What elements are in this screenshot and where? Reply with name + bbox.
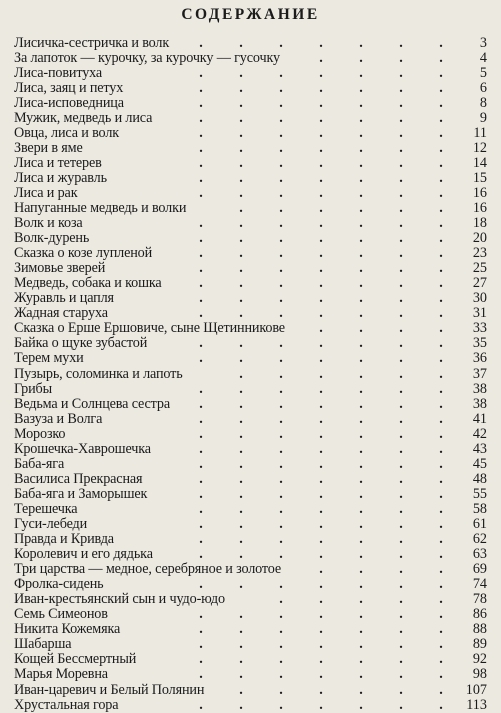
toc-entry-title: Правда и Кривда [14, 531, 114, 548]
toc-leader-dots: ....... [199, 666, 443, 683]
toc-entry-page-number: 74 [472, 576, 487, 593]
toc-leader-dots: ....... [199, 410, 443, 427]
toc-entry [14, 141, 487, 156]
toc-entry [14, 111, 487, 126]
toc-leader-dots: ....... [199, 275, 443, 292]
toc-leader-dots: ....... [199, 531, 443, 548]
toc-entry-page-number: 78 [472, 591, 487, 608]
toc-entry-page-number: 3 [479, 34, 487, 51]
toc-leader-dots: ....... [199, 305, 443, 322]
toc-entry [14, 517, 487, 532]
toc-leader-dots: ....... [199, 124, 443, 141]
toc-entry-title: Фролка-сидень [14, 576, 104, 593]
toc-entry-title: Ведьма и Солнцева сестра [14, 395, 170, 412]
toc-leader-dots: ....... [199, 636, 443, 653]
toc-entry [14, 547, 487, 562]
toc-leader-dots: ....... [199, 215, 443, 232]
toc-entry [14, 652, 487, 667]
toc-leader-dots: ....... [199, 380, 443, 397]
toc-entry [14, 442, 487, 457]
toc-entry-page-number: 86 [472, 606, 487, 623]
toc-entry [14, 186, 487, 201]
toc-entry-page-number: 16 [472, 200, 487, 217]
toc-entry [14, 427, 487, 442]
toc-leader-dots: ....... [199, 109, 443, 126]
toc-leader-dots: ....... [199, 139, 443, 156]
toc-entry [14, 96, 487, 111]
toc-leader-dots: ...... [239, 681, 443, 698]
toc-entry [14, 532, 487, 547]
toc-entry-page-number: 20 [472, 230, 487, 247]
toc-entry-title: Лиса-повитуха [14, 64, 103, 81]
toc-leader-dots: ....... [199, 260, 443, 277]
toc-entry [14, 156, 487, 171]
toc-leader-dots: ....... [199, 34, 443, 51]
toc-entry-title: Три царства — медное, серебряное и золотое [14, 561, 282, 578]
toc-entry-title: Звери в яме [14, 139, 83, 156]
toc-entry [14, 276, 487, 291]
toc-leader-dots: ....... [199, 245, 443, 262]
toc-entry-page-number: 15 [472, 169, 487, 186]
toc-entry [14, 457, 487, 472]
toc-entry-page-number: 30 [472, 290, 487, 307]
toc-entry [14, 592, 487, 607]
toc-entry-page-number: 36 [472, 350, 487, 367]
toc-entry-title: Лиса-исповедница [14, 94, 124, 111]
toc-entry-page-number: 4 [479, 49, 487, 66]
toc-entry-title: Байка о щуке зубастой [14, 335, 148, 352]
toc-entry [14, 622, 487, 637]
toc-entry-page-number: 16 [472, 184, 487, 201]
toc-entry-page-number: 18 [472, 215, 487, 232]
toc-entry [14, 201, 487, 216]
toc-entry [14, 321, 487, 336]
toc-entry-title: Никита Кожемяка [14, 621, 121, 638]
toc-entry-title: Жадная старуха [14, 305, 108, 322]
toc-entry [14, 261, 487, 276]
toc-entry [14, 397, 487, 412]
toc-leader-dots: ..... [279, 591, 443, 608]
toc-entry-title: Хрустальная гора [14, 696, 119, 713]
toc-entry [14, 667, 487, 682]
toc-entry-title: Морозко [14, 425, 66, 442]
toc-entry-title: Иван-царевич и Белый Полянин [14, 681, 205, 698]
toc-entry-page-number: 45 [472, 455, 487, 472]
toc-entry [14, 562, 487, 577]
toc-entry-page-number: 35 [472, 335, 487, 352]
toc-leader-dots: ....... [199, 335, 443, 352]
toc-entry [14, 291, 487, 306]
toc-entry-title: Марья Моревна [14, 666, 108, 683]
toc-entry-page-number: 38 [472, 395, 487, 412]
toc-entry-title: Волк и коза [14, 215, 83, 232]
toc-leader-dots: ....... [199, 290, 443, 307]
toc-entry-title: Сказка о Ерше Ершовиче, сыне Щетинникове [14, 320, 285, 337]
toc-leader-dots: ....... [199, 440, 443, 457]
toc-entry [14, 412, 487, 427]
toc-entry [14, 577, 487, 592]
toc-entry-page-number: 9 [479, 109, 487, 126]
toc-entry-page-number: 69 [472, 561, 487, 578]
toc-entry-title: Волк-дурень [14, 230, 90, 247]
toc-leader-dots: ....... [199, 485, 443, 502]
toc-entry-page-number: 25 [472, 260, 487, 277]
toc-entry [14, 367, 487, 382]
toc-entry [14, 306, 487, 321]
toc-leader-dots: ....... [199, 94, 443, 111]
toc-entry-title: Кощей Бессмертный [14, 651, 137, 668]
toc-entry [14, 351, 487, 366]
toc-entry-page-number: 88 [472, 621, 487, 638]
toc-entry-page-number: 12 [472, 139, 487, 156]
toc-entry-page-number: 41 [472, 410, 487, 427]
toc-leader-dots: ....... [199, 455, 443, 472]
toc-leader-dots: ....... [199, 500, 443, 517]
toc-leader-dots: ....... [199, 64, 443, 81]
toc-leader-dots: ....... [199, 230, 443, 247]
toc-entry-page-number: 31 [472, 305, 487, 322]
toc-entry-page-number: 6 [479, 79, 487, 96]
toc-entry [14, 81, 487, 96]
toc-leader-dots: ...... [239, 365, 443, 382]
toc-leader-dots: .... [319, 320, 443, 337]
toc-entry [14, 607, 487, 622]
toc-entry-title: Пузырь, соломинка и лапоть [14, 365, 183, 382]
toc-entry-page-number: 5 [479, 64, 487, 81]
toc-entry [14, 502, 487, 517]
toc-entry-page-number: 63 [472, 546, 487, 563]
toc-entry [14, 216, 487, 231]
toc-entry-title: Баба-яга и Заморышек [14, 485, 148, 502]
toc-entry-page-number: 11 [473, 124, 487, 141]
toc-leader-dots: ....... [199, 546, 443, 563]
page-title: СОДЕРЖАНИЕ [181, 6, 320, 23]
toc-leader-dots: ....... [199, 651, 443, 668]
toc-entry-page-number: 113 [466, 696, 487, 713]
toc-entry-page-number: 8 [479, 94, 487, 111]
toc-entry [14, 698, 487, 713]
toc-leader-dots: ....... [199, 606, 443, 623]
toc-entry [14, 231, 487, 246]
toc-leader-dots: ....... [199, 425, 443, 442]
toc-entry-title: Вазуза и Волга [14, 410, 103, 427]
toc-entry-page-number: 55 [472, 485, 487, 502]
toc-leader-dots: .... [319, 561, 443, 578]
toc-leader-dots: ....... [199, 350, 443, 367]
toc-entry-page-number: 38 [472, 380, 487, 397]
toc-leader-dots: ....... [199, 621, 443, 638]
toc-leader-dots: ....... [199, 395, 443, 412]
toc-entry [14, 472, 487, 487]
toc-entry-title: Лиса и рак [14, 184, 78, 201]
toc-entry [14, 382, 487, 397]
toc-entry-page-number: 107 [465, 681, 487, 698]
toc-entry-title: Лиса и тетерев [14, 154, 102, 171]
toc-entry-title: Медведь, собака и кошка [14, 275, 162, 292]
toc-entry-page-number: 92 [472, 651, 487, 668]
table-of-contents [14, 36, 487, 713]
toc-entry-title: Зимовье зверей [14, 260, 106, 277]
toc-leader-dots: ....... [199, 696, 443, 713]
toc-leader-dots: .... [319, 49, 443, 66]
toc-entry-page-number: 58 [472, 500, 487, 517]
toc-entry [14, 637, 487, 652]
toc-entry-title: Шабарша [14, 636, 72, 653]
toc-entry [14, 487, 487, 502]
toc-entry [14, 51, 487, 66]
toc-leader-dots: ....... [199, 154, 443, 171]
toc-entry-title: Королевич и его дядька [14, 546, 153, 563]
toc-entry-page-number: 89 [472, 636, 487, 653]
toc-entry-page-number: 61 [472, 516, 487, 532]
toc-entry-page-number: 14 [472, 154, 487, 171]
toc-entry-title: Сказка о козе лупленой [14, 245, 153, 262]
toc-entry [14, 246, 487, 261]
toc-entry-page-number: 48 [472, 470, 487, 487]
toc-entry-title: Иван-крестьянский сын и чудо-юдо [14, 591, 225, 608]
toc-entry-page-number: 33 [472, 320, 487, 337]
toc-leader-dots: ....... [199, 79, 443, 96]
toc-entry-title: Баба-яга [14, 455, 65, 472]
toc-entry-title: Гуси-лебеди [14, 516, 88, 532]
toc-entry-title: Журавль и цапля [14, 290, 114, 307]
toc-entry [14, 66, 487, 81]
toc-entry-title: Мужик, медведь и лиса [14, 109, 153, 126]
toc-entry-title: За лапоток — курочку, за курочку — гусочку [14, 49, 280, 66]
toc-entry-title: Терешечка [14, 500, 78, 517]
toc-entry-page-number: 27 [472, 275, 487, 292]
toc-leader-dots: ....... [199, 169, 443, 186]
toc-entry [14, 683, 487, 698]
toc-leader-dots: ....... [199, 576, 443, 593]
toc-entry [14, 126, 487, 141]
toc-entry [14, 171, 487, 186]
toc-entry-title: Лиса и журавль [14, 169, 107, 186]
toc-entry-title: Василиса Прекрасная [14, 470, 143, 487]
toc-entry [14, 36, 487, 51]
toc-entry-page-number: 98 [472, 666, 487, 683]
toc-entry-title: Лиса, заяц и петух [14, 79, 124, 96]
toc-entry-title: Семь Симеонов [14, 606, 108, 623]
toc-entry-page-number: 43 [472, 440, 487, 457]
toc-entry-title: Терем мухи [14, 350, 84, 367]
toc-leader-dots: ....... [199, 470, 443, 487]
toc-entry-title: Напуганные медведь и волки [14, 200, 187, 217]
toc-entry-title: Овца, лиса и волк [14, 124, 119, 141]
toc-entry-title: Грибы [14, 380, 52, 397]
toc-entry-title: Крошечка-Хаврошечка [14, 440, 151, 457]
toc-entry-page-number: 37 [472, 365, 487, 382]
toc-leader-dots: ....... [199, 516, 443, 532]
toc-entry-page-number: 62 [472, 531, 487, 548]
toc-entry-title: Лисичка-сестричка и волк [14, 34, 170, 51]
toc-leader-dots: ...... [239, 200, 443, 217]
toc-entry-page-number: 23 [472, 245, 487, 262]
toc-entry-page-number: 42 [472, 425, 487, 442]
toc-entry [14, 336, 487, 351]
toc-leader-dots: ....... [199, 184, 443, 201]
